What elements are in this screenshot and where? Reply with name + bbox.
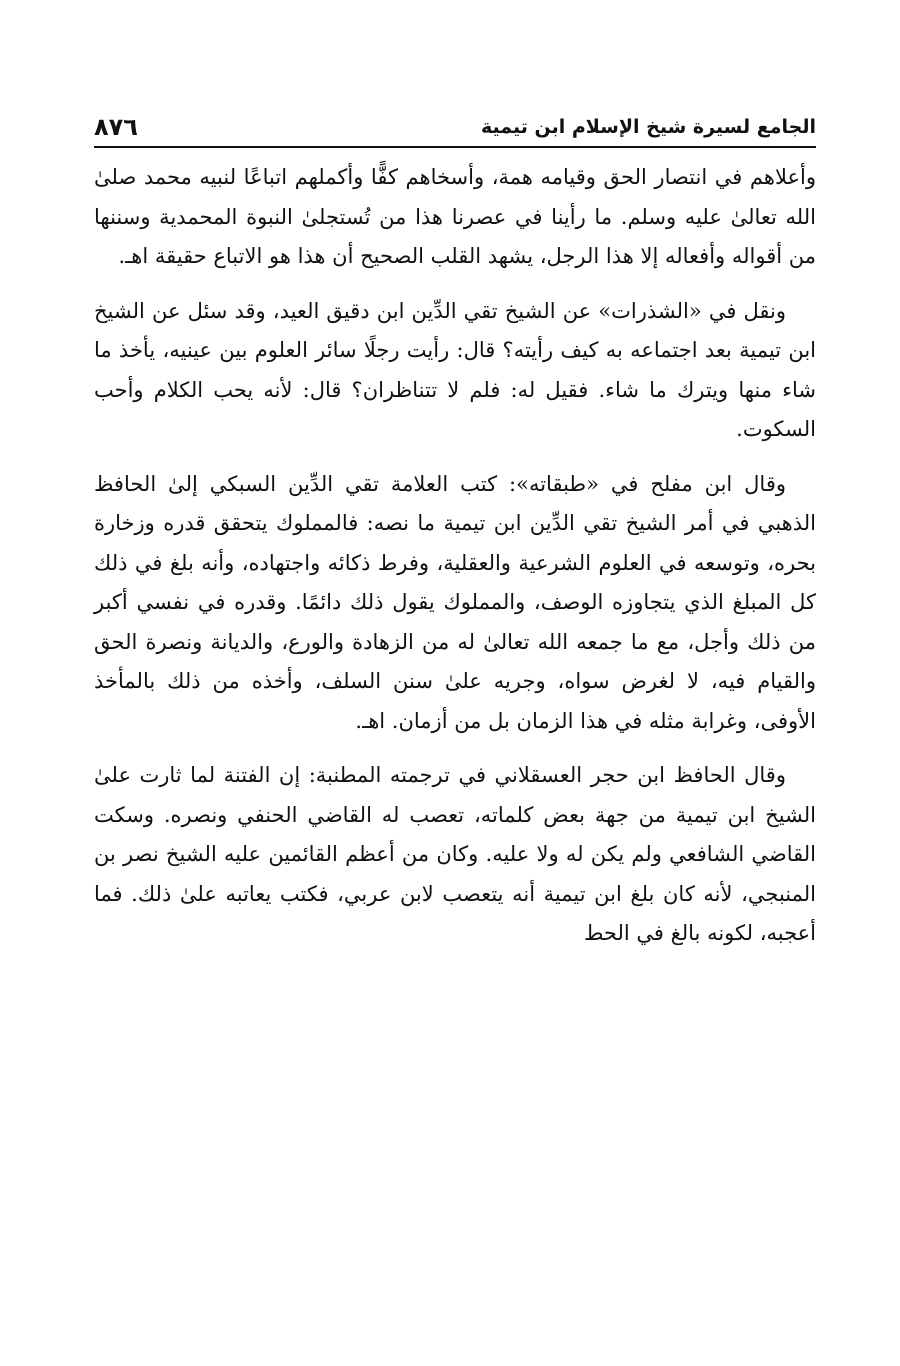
paragraph-ibn-hajar: وقال الحافظ ابن حجر العسقلاني في ترجمته المطنبة: إن الفتنة لما ثارت علىٰ الشيخ ابن تيمية من جهة بعض كلماته، تعصب له القاضي الحنفي ونصره. وسكت القاضي الشافعي ولم يكن له ولا عليه. وكان من أعظم القائمين عليه الشيخ نصر بن المنبجي، لأنه كان بلغ ابن تيمية أنه يتعصب لابن عربي، فكتب يعاتبه علىٰ ذلك. فما أعجبه، لكونه بالغ في الحط (94, 763, 816, 945)
paragraph-shadharat: ونقل في «الشذرات» عن الشيخ تقي الدِّين ابن دقيق العيد، وقد سئل عن الشيخ ابن تيمية بعد اجتماعه به كيف رأيته؟ قال: رأيت رجلًا سائر العلوم بين عينيه، يأخذ ما شاء منها ويترك ما شاء. فقيل له: فلم لا تتناظران؟ قال: لأنه يحب الكلام وأحب السكوت. (94, 298, 816, 441)
paragraph-ibn-muflih: وقال ابن مفلح في «طبقاته»: كتب العلامة تقي الدِّين السبكي إلىٰ الحافظ الذهبي في أمر الشيخ تقي الدِّين ابن تيمية ما نصه: فالمملوك يتحقق قدره وزخارة بحره، وتوسعه في العلوم الشرعية والعقلية، وفرط ذكائه واجتهاده، وأنه بلغ في ذلك كل المبلغ الذي يتجاوزه الوصف، والمملوك يقول ذلك دائمًا. وقدره في نفسي أكبر من ذلك وأجل، مع ما جمعه الله تعالىٰ له من الزهادة والورع، والديانة ونصرة الحق والقيام فيه، لا لغرض سواه، وجريه علىٰ سنن السلف، وأخذه من ذلك بالمأخذ الأوفى، وغرابة مثله في هذا الزمان بل من أزمان. اهـ. (94, 471, 816, 733)
page-number: ٨٧٦ (94, 113, 138, 141)
running-title: الجامع لسيرة شيخ الإسلام ابن تيمية (480, 116, 816, 138)
page-body (94, 158, 816, 969)
running-header (94, 112, 816, 148)
header-rule (94, 146, 816, 148)
paragraph-continuation: وأعلاهم في انتصار الحق وقيامه همة، وأسخاهم كفًّا وأكملهم اتباعًا لنبيه محمد صلىٰ الله تعالىٰ عليه وسلم. ما رأينا في عصرنا هذا من تُستجلىٰ النبوة المحمدية وسننها من أقواله وأفعاله إلا هذا الرجل، يشهد القلب الصحيح أن هذا هو الاتباع حقيقة اهـ. (94, 165, 816, 268)
